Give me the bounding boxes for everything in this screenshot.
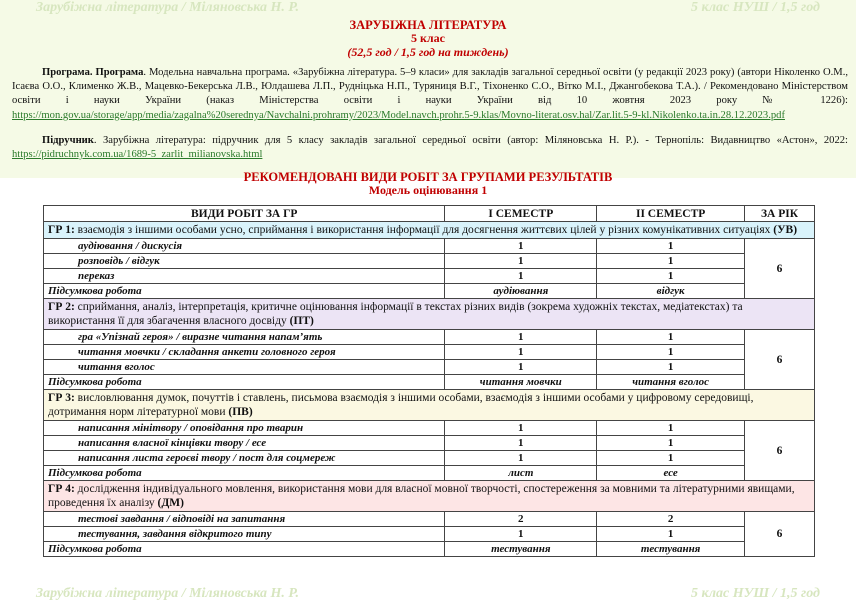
header-semester-2: ІІ СЕМЕСТР xyxy=(597,206,745,222)
table-row: тестові завдання / відповіді на запитання 2 2 6 xyxy=(44,512,815,527)
group-description: ГР 3: висловлювання думок, почуттів і ставлень, письмова взаємодія з іншими особами, взаємодія з іншими особами у цифровому середовищі, дотримання норм літературної мови (ПВ) xyxy=(44,390,815,421)
document-title: ЗАРУБІЖНА ЛІТЕРАТУРА xyxy=(349,18,507,32)
summary-row: Підсумкова робота читання мовчки читання вголос xyxy=(44,375,815,390)
program-label-2: Програма xyxy=(95,67,144,78)
table-row: читання вголос 1 1 xyxy=(44,360,815,375)
running-header-right: 5 клас НУШ / 1,5 год xyxy=(691,0,820,15)
table-row: тестування, завдання відкритого типу 1 1 xyxy=(44,527,815,542)
header-year: ЗА РІК xyxy=(745,206,815,222)
recommended-title: РЕКОМЕНДОВАНІ ВИДИ РОБІТ ЗА ГРУПАМИ РЕЗУЛЬТАТІВ xyxy=(243,170,613,184)
group-row xyxy=(44,481,815,512)
hours-label: (52,5 год / 1,5 год на тиждень) xyxy=(347,45,509,59)
table-row: написання мінітвору / оповідання про тварин 1 1 6 xyxy=(44,421,815,436)
textbook-label: Підручник xyxy=(42,135,94,146)
group-row xyxy=(44,390,815,421)
program-label: Програма xyxy=(42,67,90,78)
table-row: гра «Упізнай героя» / виразне читання напам’ять 1 1 6 xyxy=(44,330,815,345)
textbook-paragraph xyxy=(12,134,848,162)
summary-row: Підсумкова робота тестування тестування xyxy=(44,542,815,557)
running-footer-right: 5 клас НУШ / 1,5 год xyxy=(691,586,820,601)
program-link[interactable]: https://mon.gov.ua/storage/app/media/zagalna%20serednya/Navchalni.prohramy/2023/Model.navch.prohr.5-9.klas/Movno-literat.osv.hal/Zar.lit.5-9-kl.Nikolenko.ta.in.28.12.2023.pdf xyxy=(12,109,785,121)
running-footer xyxy=(36,586,820,602)
header-activities: ВИДИ РОБІТ ЗА ГР xyxy=(44,206,445,222)
running-header xyxy=(36,0,820,16)
group-description: ГР 2: сприймання, аналіз, інтерпретація, критичне оцінювання інформації в текстах різних видів (зокрема художніх текстах, медіатекстах) та використання її для збагачення власного досвіду (ПТ) xyxy=(44,299,815,330)
summary-row: Підсумкова робота лист есе xyxy=(44,466,815,481)
table-row: читання мовчки / складання анкети головного героя 1 1 xyxy=(44,345,815,360)
group-row xyxy=(44,299,815,330)
recommended-subtitle: Модель оцінювання 1 xyxy=(368,183,488,197)
year-total: 6 xyxy=(745,239,815,299)
assessment-table xyxy=(43,205,815,557)
year-total: 6 xyxy=(745,421,815,481)
table-header-row xyxy=(44,206,815,222)
group-description: ГР 4: дослідження індивідуального мовлення, використання мови для власної мовної творчості, спостереження за мовними та літературними явищами, проведення їх аналізу (ДМ) xyxy=(44,481,815,512)
group-row xyxy=(44,222,815,239)
textbook-text: . Зарубіжна література: підручник для 5 класу закладів загальної середньої освіти (автор: Міляновська Н. Р.). - Тернопіль: Видавництво «Астон», 2022: xyxy=(93,135,848,146)
group-description: ГР 1: взаємодія з іншими особами усно, сприймання і використання інформації для досягнення життєвих цілей у різних комунікативних ситуаціях (УВ) xyxy=(44,222,815,239)
grade-label: 5 клас xyxy=(411,31,445,45)
year-total: 6 xyxy=(745,512,815,557)
table-row: переказ 1 1 xyxy=(44,269,815,284)
header-semester-1: І СЕМЕСТР xyxy=(445,206,597,222)
summary-row: Підсумкова робота аудіювання відгук xyxy=(44,284,815,299)
table-row: розповідь / відгук 1 1 xyxy=(44,254,815,269)
table-row: написання листа героєві твору / пост для соцмереж 1 1 xyxy=(44,451,815,466)
running-footer-left: Зарубіжна література / Міляновська Н. Р. xyxy=(36,586,300,601)
table-row: аудіювання / дискусія 1 1 6 xyxy=(44,239,815,254)
textbook-link[interactable]: https://pidruchnyk.com.ua/1689-5_zarlit_milianovska.html xyxy=(12,149,263,161)
program-paragraph: Програма. Програма. Модельна навчальна програма. «Зарубіжна література. 5–9 класи» для закладів загальної середньої освіти (у редакції 2023 року) (автори Ніколенко О.М., Ісаєва О.О., Клименко Ж.В., Мацевко-Бекерська Л.В., Юлдашева Л.П., Рудніцька Н.П., Туряниця В.Г., Тіхоненко С.О., Вітко М.І., Джангобекова Т.А.). / Рекомендовано Міністерством освіти і науки України (наказ Міністерства освіти і науки України від 10 жовтня 2023 року № 1226): https://mon.gov.ua/storage/app/media/zagalna%20serednya/Navchalni.prohramy/2023/Model.navch.prohr.5-9.klas/Movno-literat.osv.hal/Zar.lit.5-9-kl.Nikolenko.ta.in.28.12.2023.pdf xyxy=(12,67,849,121)
program-text: . Модельна навчальна програма. «Зарубіжна література. 5–9 класи» для закладів загальної середньої освіти (у редакції 2023 року) (автори Ніколенко О.М., Ісаєва О.О., Клименко Ж.В., Мацевко-Бекерська Л.В., Юлдашева Л.П., Рудніцька Н.П., Туряниця В.Г., Тіхоненко С.О., Вітко М.І., Джангобекова Т.А.). / Рекомендовано Міністерством освіти і науки України (наказ Міністерства освіти і науки України від 10 жовтня 2023 року № 1226): xyxy=(12,67,849,107)
running-header-left: Зарубіжна література / Міляновська Н. Р. xyxy=(36,0,300,15)
year-total: 6 xyxy=(745,330,815,390)
table-row: написання власної кінцівки твору / есе 1 1 xyxy=(44,436,815,451)
